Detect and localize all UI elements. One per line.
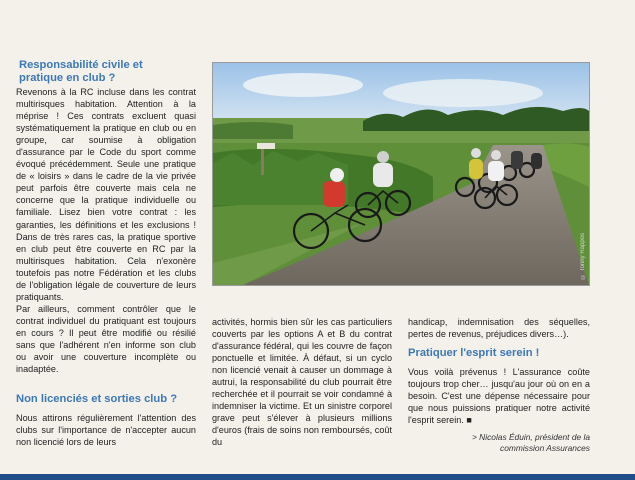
paragraph-handicap: handicap, indemnisation des séquelles, pertes de revenus, préjudices divers…). <box>408 317 590 340</box>
cyclists-photo-image <box>213 63 589 285</box>
paragraph-activites: activités, hormis bien sûr les cas particuliers couverts par les options A et B du contrat d'assurance fédéral, qui les couvre de façon ponctuelle et limitée. À défaut, si un cyclo non licencié venait à causer un dommage à autrui, la responsabilité du club pourrait être recherchée et il pourrait se voir condamné à indemniser la victime. Et un sinistre corporel grave peut s'élever à plusieurs millions d'euros (frais de soins non remboursés, coût du <box>212 317 392 448</box>
photo-credit: © Tonny Rappos <box>580 233 586 279</box>
column-3-upper <box>408 316 590 340</box>
heading-responsabilite-civile: Responsabilité civile et pratique en club ? <box>19 59 143 84</box>
page-bottom-bar <box>0 474 635 480</box>
column-1-upper <box>16 86 196 375</box>
author-signature: > Nicolas Éduin, président de la commission Assurances <box>471 432 590 453</box>
paragraph-rc-habitation: Revenons à la RC incluse dans les contrat multirisques habitation. Attention à la méprise ! Ces contrats excluent quasi systématiquement la pratique en club ou en groupe, car soumise à obligation d'assurance par le Code du sport comme évoqué précédemment. Seule une pratique de « loisirs » dans le cadre de la vie privée peut parfois être couverte mais cela ne concerne que la pratique individuelle ou familiale. Lisez bien votre contrat : les garanties, les définitions et les exclusions ! Dans de très rares cas, la pratique sportive en club peut être couverte en RC par la multirisques habitation. Cela n'exonère toutefois pas notre Fédération et les clubs de l'obligation légale de couverture de leurs pratiquants. <box>16 87 196 302</box>
heading-esprit-serein: Pratiquer l'esprit serein ! <box>408 347 540 359</box>
paragraph-prevenus: Vous voilà prévenus ! L'assurance coûte toujours trop cher… jusqu'au jour où on en a besoin. C'est une dépense nécessaire pour que nous puissions pratiquer notre activité l'esprit serein. ■ <box>408 367 590 426</box>
heading-non-licencies: Non licenciés et sorties club ? <box>16 393 178 405</box>
paragraph-controle-contrat: Par ailleurs, comment contrôler que le contrat individuel du pratiquant est toujours en cours ? Il peut être modifié ou résilié sans que l'adhérent n'en informe son club ou avoir une couverture incomplète ou inadaptée. <box>16 303 196 375</box>
column-1-lower <box>16 412 196 448</box>
column-2 <box>212 316 392 449</box>
paragraph-non-licencies: Nous attirons régulièrement l'attention des clubs sur l'importance de n'accepter aucun non licencié lors de leurs <box>16 413 196 448</box>
cyclists-photo <box>212 62 590 286</box>
column-3-lower <box>408 366 590 426</box>
